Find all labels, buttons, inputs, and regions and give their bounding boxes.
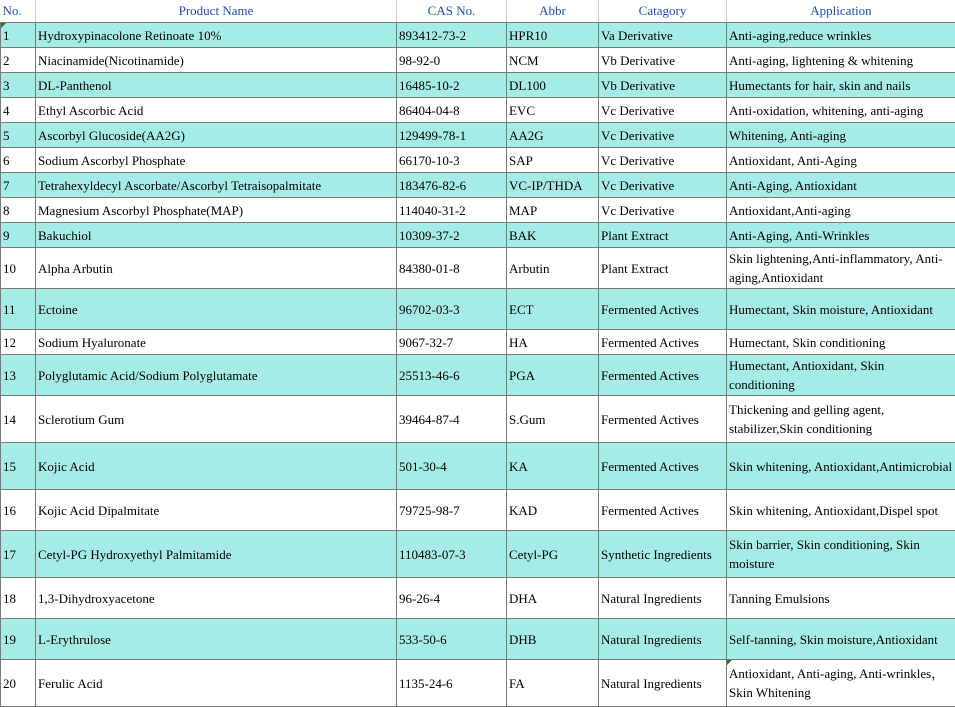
header-category: Catagory <box>599 0 727 23</box>
cell-application[interactable]: Anti-aging, lightening & whitening <box>727 48 955 73</box>
cell-application[interactable]: Anti-Aging, Anti-Wrinkles <box>727 223 955 248</box>
cell-product-name[interactable]: 1,3-Dihydroxyacetone <box>36 578 397 619</box>
cell-category[interactable]: Vc Derivative <box>599 198 727 223</box>
cell-application[interactable]: Humectants for hair, skin and nails <box>727 73 955 98</box>
cell-cas-no[interactable]: 25513-46-6 <box>397 355 507 396</box>
cell-no[interactable]: 3 <box>1 73 36 98</box>
table-row[interactable] <box>1 198 955 223</box>
cell-category[interactable]: Fermented Actives <box>599 443 727 490</box>
table-row[interactable] <box>1 289 955 330</box>
cell-no[interactable]: 16 <box>1 490 36 531</box>
cell-category[interactable]: Fermented Actives <box>599 355 727 396</box>
cell-category[interactable]: Synthetic Ingredients <box>599 531 727 578</box>
cell-no[interactable]: 12 <box>1 330 36 355</box>
cell-abbr[interactable]: NCM <box>507 48 599 73</box>
cell-cas-no[interactable]: 79725-98-7 <box>397 490 507 531</box>
cell-no[interactable]: 6 <box>1 148 36 173</box>
cell-abbr[interactable]: DL100 <box>507 73 599 98</box>
cell-abbr[interactable]: Cetyl-PG <box>507 531 599 578</box>
cell-category[interactable]: Fermented Actives <box>599 396 727 443</box>
cell-product-name[interactable]: Polyglutamic Acid/Sodium Polyglutamate <box>36 355 397 396</box>
table-row[interactable] <box>1 148 955 173</box>
cell-category[interactable]: Natural Ingredients <box>599 578 727 619</box>
table-row[interactable] <box>1 660 955 707</box>
cell-abbr[interactable]: KA <box>507 443 599 490</box>
cell-cas-no[interactable]: 96702-03-3 <box>397 289 507 330</box>
header-row <box>1 0 955 23</box>
cell-cas-no[interactable]: 893412-73-2 <box>397 23 507 48</box>
cell-application[interactable]: Thickening and gelling agent, stabilizer,Skin conditioning <box>727 396 955 443</box>
table-row[interactable] <box>1 355 955 396</box>
cell-no[interactable]: 11 <box>1 289 36 330</box>
cell-category[interactable]: Fermented Actives <box>599 330 727 355</box>
header-no: No. <box>1 0 36 23</box>
table-row[interactable] <box>1 73 955 98</box>
header-application: Application <box>727 0 955 23</box>
table-row[interactable] <box>1 23 955 48</box>
cell-cas-no[interactable]: 114040-31-2 <box>397 198 507 223</box>
cell-category[interactable]: Vc Derivative <box>599 173 727 198</box>
cell-application[interactable]: Whitening, Anti-aging <box>727 123 955 148</box>
cell-cas-no[interactable]: 84380-01-8 <box>397 248 507 289</box>
cell-product-name[interactable]: Alpha Arbutin <box>36 248 397 289</box>
cell-product-name[interactable]: Kojic Acid Dipalmitate <box>36 490 397 531</box>
cell-no[interactable]: 19 <box>1 619 36 660</box>
cell-product-name[interactable]: L-Erythrulose <box>36 619 397 660</box>
table-row[interactable] <box>1 619 955 660</box>
cell-application[interactable]: Skin lightening,Anti-inflammatory, Anti-aging,Antioxidant <box>727 248 955 289</box>
cell-application[interactable]: Anti-aging,reduce wrinkles <box>727 23 955 48</box>
cell-application[interactable]: Anti-Aging, Antioxidant <box>727 173 955 198</box>
table-row[interactable] <box>1 123 955 148</box>
cell-no[interactable]: 14 <box>1 396 36 443</box>
cell-category[interactable]: Vb Derivative <box>599 48 727 73</box>
cell-abbr[interactable]: ECT <box>507 289 599 330</box>
cell-category[interactable]: Plant Extract <box>599 248 727 289</box>
cell-product-name[interactable]: Hydroxypinacolone Retinoate 10% <box>36 23 397 48</box>
cell-category[interactable]: Natural Ingredients <box>599 619 727 660</box>
cell-product-name[interactable]: Tetrahexyldecyl Ascorbate/Ascorbyl Tetraisopalmitate <box>36 173 397 198</box>
cell-application[interactable]: Self-tanning, Skin moisture,Antioxidant <box>727 619 955 660</box>
cell-product-name[interactable]: Magnesium Ascorbyl Phosphate(MAP) <box>36 198 397 223</box>
cell-application[interactable]: Skin whitening, Antioxidant,Antimicrobial <box>727 443 955 490</box>
cell-cas-no[interactable]: 10309-37-2 <box>397 223 507 248</box>
cell-abbr[interactable]: HA <box>507 330 599 355</box>
table-row[interactable] <box>1 173 955 198</box>
cell-no[interactable]: 5 <box>1 123 36 148</box>
cell-no[interactable]: 4 <box>1 98 36 123</box>
cell-category[interactable]: Natural Ingredients <box>599 660 727 707</box>
cell-no[interactable]: 9 <box>1 223 36 248</box>
table-row[interactable] <box>1 48 955 73</box>
table-row[interactable] <box>1 248 955 289</box>
cell-product-name[interactable]: Ectoine <box>36 289 397 330</box>
cell-category[interactable]: Vc Derivative <box>599 98 727 123</box>
cell-cas-no[interactable]: 129499-78-1 <box>397 123 507 148</box>
cell-application[interactable]: Humectant, Antioxidant, Skin conditioning <box>727 355 955 396</box>
cell-cas-no[interactable]: 98-92-0 <box>397 48 507 73</box>
cell-abbr[interactable]: DHB <box>507 619 599 660</box>
cell-no[interactable]: 1 <box>1 23 36 48</box>
cell-cas-no[interactable]: 86404-04-8 <box>397 98 507 123</box>
cell-product-name[interactable]: Niacinamide(Nicotinamide) <box>36 48 397 73</box>
cell-application[interactable]: Antioxidant, Anti-Aging <box>727 148 955 173</box>
cell-cas-no[interactable]: 183476-82-6 <box>397 173 507 198</box>
cell-category[interactable]: Va Derivative <box>599 23 727 48</box>
cell-product-name[interactable]: Sodium Ascorbyl Phosphate <box>36 148 397 173</box>
cell-abbr[interactable]: FA <box>507 660 599 707</box>
cell-application[interactable]: Antioxidant,Anti-aging <box>727 198 955 223</box>
cell-no[interactable]: 10 <box>1 248 36 289</box>
cell-abbr[interactable]: S.Gum <box>507 396 599 443</box>
cell-abbr[interactable]: DHA <box>507 578 599 619</box>
cell-abbr[interactable]: SAP <box>507 148 599 173</box>
cell-application[interactable]: Antioxidant, Anti-aging, Anti-wrinkles，Skin Whitening <box>727 660 955 707</box>
cell-abbr[interactable]: PGA <box>507 355 599 396</box>
cell-category[interactable]: Fermented Actives <box>599 490 727 531</box>
cell-product-name[interactable]: Ethyl Ascorbic Acid <box>36 98 397 123</box>
table-row[interactable] <box>1 490 955 531</box>
cell-abbr[interactable]: Arbutin <box>507 248 599 289</box>
cell-cas-no[interactable]: 533-50-6 <box>397 619 507 660</box>
cell-abbr[interactable]: VC-IP/THDA <box>507 173 599 198</box>
cell-category[interactable]: Vc Derivative <box>599 123 727 148</box>
cell-abbr[interactable]: EVC <box>507 98 599 123</box>
header-cas-no: CAS No. <box>397 0 507 23</box>
cell-abbr[interactable]: KAD <box>507 490 599 531</box>
cell-category[interactable]: Plant Extract <box>599 223 727 248</box>
table-row[interactable] <box>1 330 955 355</box>
table-row[interactable] <box>1 98 955 123</box>
cell-no[interactable]: 2 <box>1 48 36 73</box>
table-row[interactable] <box>1 223 955 248</box>
cell-category[interactable]: Vc Derivative <box>599 148 727 173</box>
cell-product-name[interactable]: Cetyl-PG Hydroxyethyl Palmitamide <box>36 531 397 578</box>
table-row[interactable] <box>1 531 955 578</box>
table-row[interactable] <box>1 396 955 443</box>
cell-product-name[interactable]: Ascorbyl Glucoside(AA2G) <box>36 123 397 148</box>
table-row[interactable] <box>1 578 955 619</box>
cell-product-name[interactable]: Sodium Hyaluronate <box>36 330 397 355</box>
cell-product-name[interactable]: Kojic Acid <box>36 443 397 490</box>
header-abbr: Abbr <box>507 0 599 23</box>
cell-abbr[interactable]: AA2G <box>507 123 599 148</box>
cell-application[interactable]: Skin whitening, Antioxidant,Dispel spot <box>727 490 955 531</box>
cell-product-name[interactable]: Ferulic Acid <box>36 660 397 707</box>
cell-product-name[interactable]: Sclerotium Gum <box>36 396 397 443</box>
cell-application[interactable]: Humectant, Skin moisture, Antioxidant <box>727 289 955 330</box>
cell-no[interactable]: 8 <box>1 198 36 223</box>
cell-product-name[interactable]: Bakuchiol <box>36 223 397 248</box>
cell-no[interactable]: 15 <box>1 443 36 490</box>
cell-cas-no[interactable]: 501-30-4 <box>397 443 507 490</box>
cell-no[interactable]: 17 <box>1 531 36 578</box>
cell-product-name[interactable]: DL-Panthenol <box>36 73 397 98</box>
cell-cas-no[interactable]: 96-26-4 <box>397 578 507 619</box>
header-product-name: Product Name <box>36 0 397 23</box>
cell-cas-no[interactable]: 16485-10-2 <box>397 73 507 98</box>
cell-no[interactable]: 13 <box>1 355 36 396</box>
cell-no[interactable]: 7 <box>1 173 36 198</box>
cell-cas-no[interactable]: 1135-24-6 <box>397 660 507 707</box>
cell-abbr[interactable]: MAP <box>507 198 599 223</box>
cell-application[interactable]: Skin barrier, Skin conditioning, Skin moisture <box>727 531 955 578</box>
cell-category[interactable]: Fermented Actives <box>599 289 727 330</box>
table-row[interactable] <box>1 443 955 490</box>
cell-category[interactable]: Vb Derivative <box>599 73 727 98</box>
cell-application[interactable]: Anti-oxidation, whitening, anti-aging <box>727 98 955 123</box>
cell-application[interactable]: Tanning Emulsions <box>727 578 955 619</box>
cell-abbr[interactable]: HPR10 <box>507 23 599 48</box>
cell-cas-no[interactable]: 39464-87-4 <box>397 396 507 443</box>
cell-cas-no[interactable]: 110483-07-3 <box>397 531 507 578</box>
cell-cas-no[interactable]: 66170-10-3 <box>397 148 507 173</box>
cell-no[interactable]: 20 <box>1 660 36 707</box>
cell-application[interactable]: Humectant, Skin conditioning <box>727 330 955 355</box>
cell-no[interactable]: 18 <box>1 578 36 619</box>
cell-abbr[interactable]: BAK <box>507 223 599 248</box>
cell-cas-no[interactable]: 9067-32-7 <box>397 330 507 355</box>
